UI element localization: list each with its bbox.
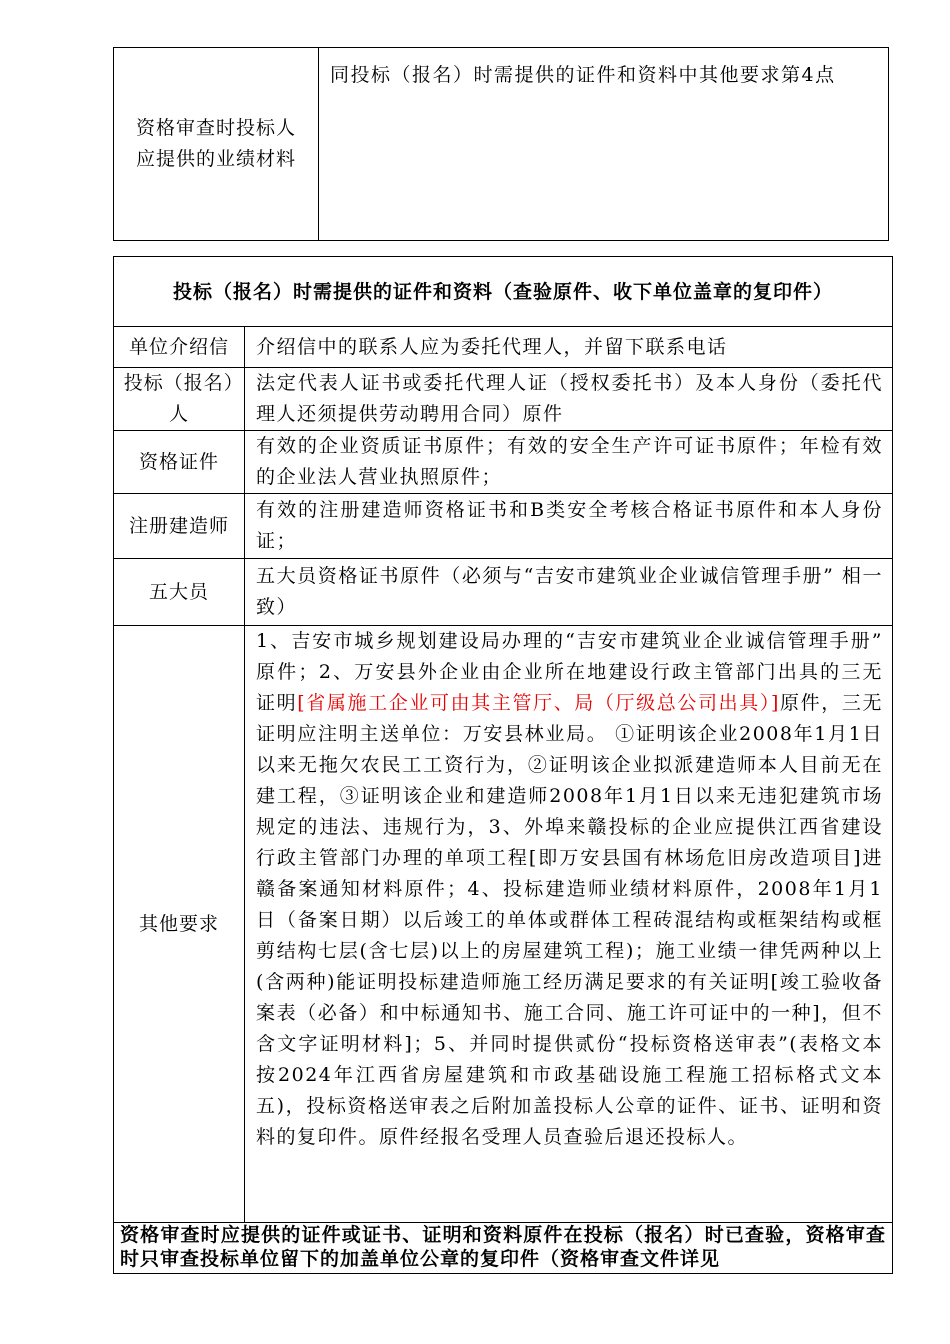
table-row bbox=[114, 559, 893, 626]
table-header-row bbox=[114, 257, 893, 327]
qualification-review-table bbox=[113, 47, 889, 241]
table-row bbox=[114, 494, 893, 559]
row-content: 有效的注册建造师资格证书和B类安全考核合格证书原件和本人身份证； bbox=[245, 494, 893, 559]
row-label: 资格证件 bbox=[114, 431, 245, 494]
footer-note: 资格审查时应提供的证件或证书、证明和资料原件在投标（报名）时已查验，资格审查时只审查投标单位留下的加盖单位公章的复印件（资格审查文件详见 bbox=[114, 1223, 893, 1274]
red-highlight-text: [省属施工企业可由其主管厅、局（厅级总公司出具）] bbox=[297, 692, 780, 714]
row-content: 五大员资格证书原件（必须与“吉安市建筑业企业诚信管理手册” 相一致） bbox=[245, 559, 893, 626]
other-requirements-content bbox=[245, 626, 893, 1223]
table-row bbox=[114, 626, 893, 1223]
row-content bbox=[319, 48, 889, 241]
row-content: 有效的企业资质证书原件；有效的安全生产许可证书原件；年检有效的企业法人营业执照原件； bbox=[245, 431, 893, 494]
row-content: 法定代表人证书或委托代理人证（授权委托书）及本人身份（委托代理人还须提供劳动聘用合同）原件 bbox=[245, 368, 893, 431]
row-content: 介绍信中的联系人应为委托代理人，并留下联系电话 bbox=[245, 327, 893, 368]
table-row bbox=[114, 431, 893, 494]
table-row bbox=[114, 368, 893, 431]
other-text-part1: 1、吉安市城乡规划建设局办理的“吉安市建筑业企业诚信管理手册” 原件；2、万安县外企业由企业所在地建设行政主管部门出具的三无证明 bbox=[256, 630, 883, 714]
row-label: 投标（报名）人 bbox=[114, 368, 245, 431]
bidding-documents-table bbox=[113, 256, 893, 1274]
table-title: 投标（报名）时需提供的证件和资料（查验原件、收下单位盖章的复印件） bbox=[114, 257, 893, 327]
label-text: 资格审查时投标人应提供的业绩材料 bbox=[135, 117, 296, 170]
other-text-part2: 原件，三无证明应注明主送单位：万安县林业局。 ①证明该企业2008年1月1日以来无拖欠农民工工资行为，②证明该企业拟派建造师本人目前无在建工程，③证明该企业和建造师2008年1月1日以来无违犯建筑市场规定的违法、违规行为，3、外埠来赣投标的企业应提供江西省建设行政主管部门办理的单项工程[即万安县国有林场危旧房改造项目]进赣备案通知材料原件；4、投标建造师业绩材料原件，2008年1月1日（备案日期）以后竣工的单体或群体工程砖混结构或框架结构或框剪结构七层(含七层)以上的房屋建筑工程)；施工业绩一律凭两种以上(含两种)能证明投标建造师施工经历满足要求的有关证明[竣工验收备案表（必备）和中标通知书、施工合同、施工许可证中的一种]，但不含文字证明材料]；5、并同时提供贰份“投标资格送审表”(表格文本按2024年江西省房屋建筑和市政基础设施工程施工招标格式文本五)，投标资格送审表之后附加盖投标人公章的证件、证书、证明和资料的复印件。原件经报名受理人员查验后退还投标人。 bbox=[256, 692, 883, 1148]
table-footer-row bbox=[114, 1223, 893, 1274]
table-row bbox=[114, 327, 893, 368]
row-label bbox=[114, 48, 319, 241]
row-label: 注册建造师 bbox=[114, 494, 245, 559]
content-text: 同投标（报名）时需提供的证件和资料中其他要求第4点 bbox=[330, 64, 836, 86]
row-label: 单位介绍信 bbox=[114, 327, 245, 368]
row-label: 其他要求 bbox=[114, 626, 245, 1223]
table-row bbox=[114, 48, 889, 241]
row-label: 五大员 bbox=[114, 559, 245, 626]
